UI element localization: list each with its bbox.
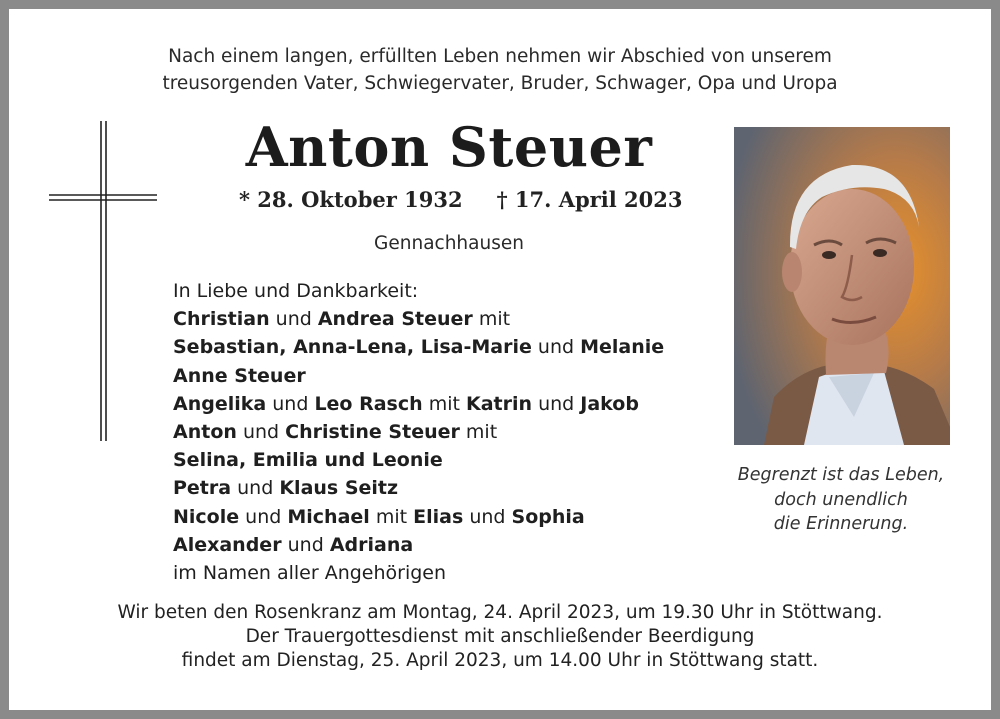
service-info <box>9 601 991 673</box>
mourner-line <box>173 362 664 390</box>
mourner-line <box>173 503 664 531</box>
mourner-line <box>173 474 664 502</box>
mourner-name: Christine Steuer <box>285 421 460 444</box>
mourner-name: Christian <box>173 308 270 331</box>
intro-line: treusorgenden Vater, Schwiegervater, Bruder, Schwager, Opa und Uropa <box>162 73 838 94</box>
mourner-name: Adriana <box>329 533 414 556</box>
obituary-card <box>9 9 991 710</box>
quote-line: doch unendlich <box>774 489 908 510</box>
mourner-line <box>173 418 664 446</box>
portrait-photo <box>734 127 950 445</box>
life-dates <box>239 187 683 212</box>
mourner-name: Leo Rasch <box>314 392 423 415</box>
mourner-connector: und <box>236 421 286 444</box>
mourner-line <box>173 305 664 333</box>
birth-date: * 28. Oktober 1932 <box>239 187 463 212</box>
mourner-connector: und <box>281 533 330 556</box>
mourner-line <box>173 531 664 559</box>
mourner-line <box>173 446 664 474</box>
mourner-connector: mit <box>472 308 511 331</box>
mourner-name: Anne Steuer <box>173 364 306 387</box>
mourner-name: Alexander <box>173 533 282 556</box>
funeral-line: Der Trauergottesdienst mit anschließender Beerdigung <box>245 626 755 647</box>
cross-icon <box>47 121 167 441</box>
quote-line: Begrenzt ist das Leben, <box>737 465 945 485</box>
mourner-connector: und <box>269 308 318 331</box>
mourner-name: Selina, Emilia und Leonie <box>173 449 443 472</box>
death-date: † 17. April 2023 <box>496 187 683 212</box>
intro-line: Nach einem langen, erfüllten Leben nehmen wir Abschied von unserem <box>168 46 832 67</box>
mourner-name: Elias <box>413 505 464 528</box>
quote-line: die Erinnerung. <box>773 514 909 534</box>
mourner-name: Anton <box>173 421 237 444</box>
mourners-closing: im Namen aller Angehörigen <box>173 562 447 585</box>
mourner-line <box>173 390 664 418</box>
rosary-line: Wir beten den Rosenkranz am Montag, 24. April 2023, um 19.30 Uhr in Stöttwang. <box>117 602 883 623</box>
mourner-line <box>173 333 664 361</box>
mourner-name: Katrin <box>465 392 533 415</box>
mourners-intro: In Liebe und Dankbarkeit: <box>173 280 419 302</box>
mourner-name: Sophia <box>511 505 585 528</box>
mourner-name: Andrea Steuer <box>317 308 473 331</box>
mourner-name: Petra <box>173 477 232 500</box>
mourner-connector: mit <box>422 392 466 415</box>
mourner-name: Klaus Seitz <box>279 477 399 500</box>
mourner-connector: mit <box>369 505 414 528</box>
memorial-quote <box>709 463 973 537</box>
funeral-date-line: findet am Dienstag, 25. April 2023, um 14.00 Uhr in Stöttwang statt. <box>181 650 819 671</box>
mourner-name: Nicole <box>173 505 240 528</box>
intro-text <box>9 43 991 97</box>
mourner-connector: mit <box>459 421 498 444</box>
mourners-list <box>173 277 664 587</box>
hometown: Gennachhausen <box>374 233 524 254</box>
mourner-name: Sebastian, Anna-Lena, Lisa-Marie <box>173 336 532 359</box>
mourner-connector: und <box>532 392 581 415</box>
mourner-connector: und <box>266 392 315 415</box>
mourner-connector: und <box>463 505 512 528</box>
mourner-name: Melanie <box>580 336 665 359</box>
mourner-name: Michael <box>287 505 370 528</box>
deceased-name: Anton Steuer <box>245 115 653 179</box>
mourner-name: Angelika <box>173 392 267 415</box>
mourner-connector: und <box>239 505 288 528</box>
mourner-connector: und <box>231 477 280 500</box>
mourner-connector: und <box>531 336 581 359</box>
mourner-name: Jakob <box>580 392 639 415</box>
mourner-lines <box>173 305 664 559</box>
